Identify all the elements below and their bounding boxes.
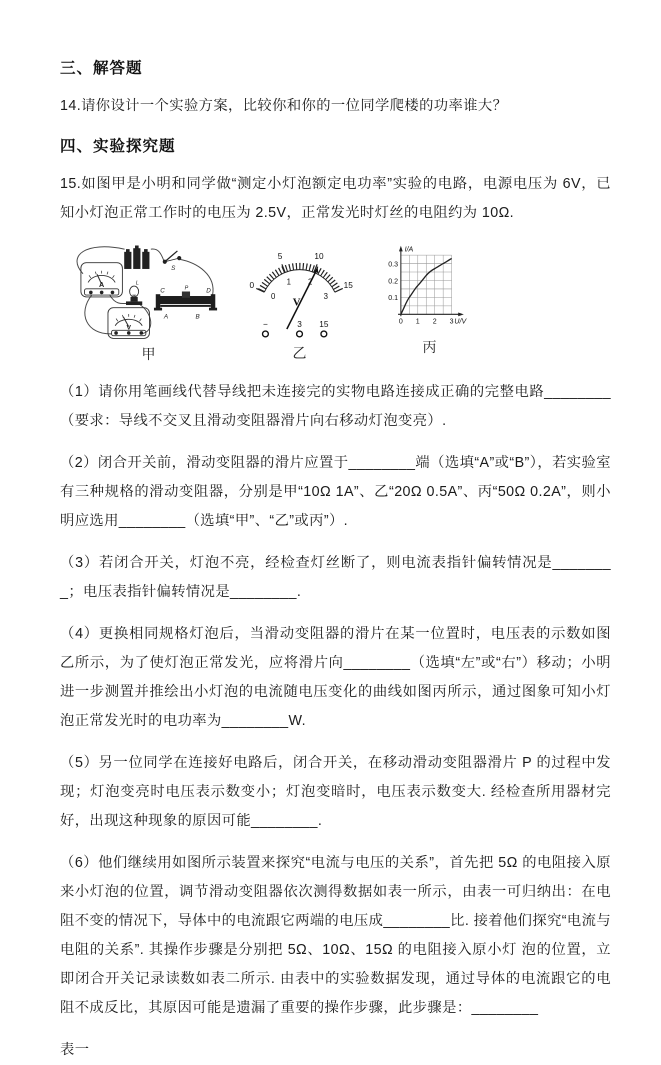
ammeter-terminals	[89, 291, 114, 295]
rheostat-label-c: C	[160, 287, 165, 295]
x-tick-labels	[399, 319, 454, 326]
x-axis-label: U/V	[454, 318, 467, 326]
wire	[151, 249, 164, 261]
y-tick-labels	[388, 261, 398, 302]
rheostat-label-a: A	[163, 313, 169, 321]
svg-text:3: 3	[449, 318, 454, 326]
figure-label-yi: 乙	[292, 345, 308, 361]
lamp-icon	[126, 286, 142, 305]
figure-jia-circuit	[70, 241, 228, 364]
table-one-label: 表一	[60, 1042, 90, 1058]
svg-text:10: 10	[314, 251, 324, 261]
dial-unit-letter: V	[292, 296, 301, 309]
svg-text:0: 0	[271, 291, 276, 301]
svg-text:15: 15	[319, 320, 329, 330]
voltmeter-letter: V	[126, 324, 131, 332]
figure-label-bing: 丙	[422, 339, 438, 355]
svg-text:15: 15	[343, 281, 353, 291]
svg-text:0: 0	[249, 281, 255, 291]
svg-text:−: −	[263, 320, 268, 330]
figure-row	[70, 241, 611, 364]
svg-text:0: 0	[398, 318, 403, 326]
grid-lines	[401, 255, 452, 314]
y-axis-arrow	[399, 246, 403, 252]
switch-letter: S	[171, 264, 176, 272]
wire	[77, 247, 124, 274]
battery-icon	[124, 246, 149, 269]
question-15-sub1: （1）请你用笔画线代替导线把未连接完的实物电路连接成正确的完整电路________（要求：导线不交叉且滑动变阻器滑片向右移动灯泡变亮）.	[60, 384, 611, 429]
iu-curve-chart	[382, 241, 478, 335]
voltmeter-terminals	[114, 331, 143, 335]
circuit-photo-drawing	[70, 241, 228, 342]
svg-text:5: 5	[277, 251, 283, 261]
question-15-sub5: （5）另一位同学在连接好电路后，闭合开关，在移动滑动变阻器滑片 P 的过程中发现；灯泡变亮时电压表示数变小；灯泡变暗时，电压表示数变大. 经检查所用器材完好，出现这种现象的原因可能________.	[60, 755, 611, 829]
terminal-labels	[263, 320, 329, 329]
figure-yi-voltmeter-dial	[244, 247, 356, 363]
question-15-intro: 15.如图甲是小明和同学做“测定小灯泡额定电功率”实验的电路，电源电压为 6V，已知小灯泡正常工作时的电压为 2.5V，正常发光时灯丝的电阻约为 10Ω.	[60, 176, 611, 221]
question-15-sub6: （6）他们继续用如图所示装置来探究“电流与电压的关系”，首先把 5Ω 的电阻接入原来小灯泡的位置，调节滑动变阻器依次测得数据如表一所示，由表一可归纳出：在电阻不变的情况下，导体中的电流跟它两端的电压成________比. 接着他们探究“电流与电阻的关系”. 其操作步骤是分别把 5Ω、10Ω、15Ω 的电阻接入原小灯 泡的位置，立即闭合开关记录读数如表二所示. 由表中的实验数据发现，通过导体的电流跟它的电阻不成反比，其原因可能是遗漏了重要的操作步骤，此步骤是：________	[60, 855, 612, 1016]
dial-needle	[287, 268, 318, 329]
ammeter-letter: A	[99, 279, 105, 289]
x-axis-arrow	[458, 312, 464, 316]
rheostat-label-b: B	[195, 313, 200, 321]
section-heading-shiyan: 四、实验探究题	[60, 138, 176, 155]
terminal-posts	[263, 331, 327, 337]
svg-text:3: 3	[297, 320, 302, 330]
svg-text:0.2: 0.2	[388, 278, 399, 286]
y-axis-label: I/A	[404, 246, 414, 254]
question-15-sub3: （3）若闭合开关，灯泡不亮，经检查灯丝断了，则电流表指针偏转情况是________；电压表指针偏转情况是________.	[60, 555, 611, 600]
svg-text:0.3: 0.3	[388, 261, 399, 269]
svg-text:1: 1	[286, 277, 291, 287]
rheostat-label-d: D	[206, 287, 211, 295]
voltmeter-dial-drawing	[244, 247, 356, 341]
lamp-letter: L	[135, 280, 139, 287]
section-heading-jieda: 三、解答题	[60, 60, 143, 77]
svg-text:3: 3	[323, 291, 328, 301]
figure-label-jia: 甲	[141, 346, 157, 362]
figure-bing-graph	[382, 241, 478, 357]
svg-text:2: 2	[308, 277, 313, 287]
question-15-sub2: （2）闭合开关前，滑动变阻器的滑片应置于________端（选填“A”或“B”），若实验室有三种规格的滑动变阻器，分别是甲“10Ω 1A”、乙“20Ω 0.5A”、丙“50Ω 0.2A”，则小明应选用________（选填“甲”、“乙”或丙”）.	[60, 455, 611, 529]
rheostat-label-p: P	[184, 285, 189, 292]
svg-text:0.1: 0.1	[388, 295, 399, 303]
switch-icon	[163, 251, 181, 263]
svg-text:1: 1	[415, 318, 420, 326]
question-15-sub4: （4）更换相同规格灯泡后，当滑动变阻器的滑片在某一位置时，电压表的示数如图乙所示，为了使灯泡正常发光，应将滑片向________（选填“左”或“右”）移动；小明进一步测置并推绘出小灯泡的电流随电压变化的曲线如图丙所示，通过图象可知小灯泡正常发光时的电功率为________W.	[60, 626, 611, 729]
svg-text:2: 2	[432, 318, 437, 326]
question-14: 14.请你设计一个实验方案，比较你和你的一位同学爬楼的功率谁大？	[60, 98, 508, 114]
